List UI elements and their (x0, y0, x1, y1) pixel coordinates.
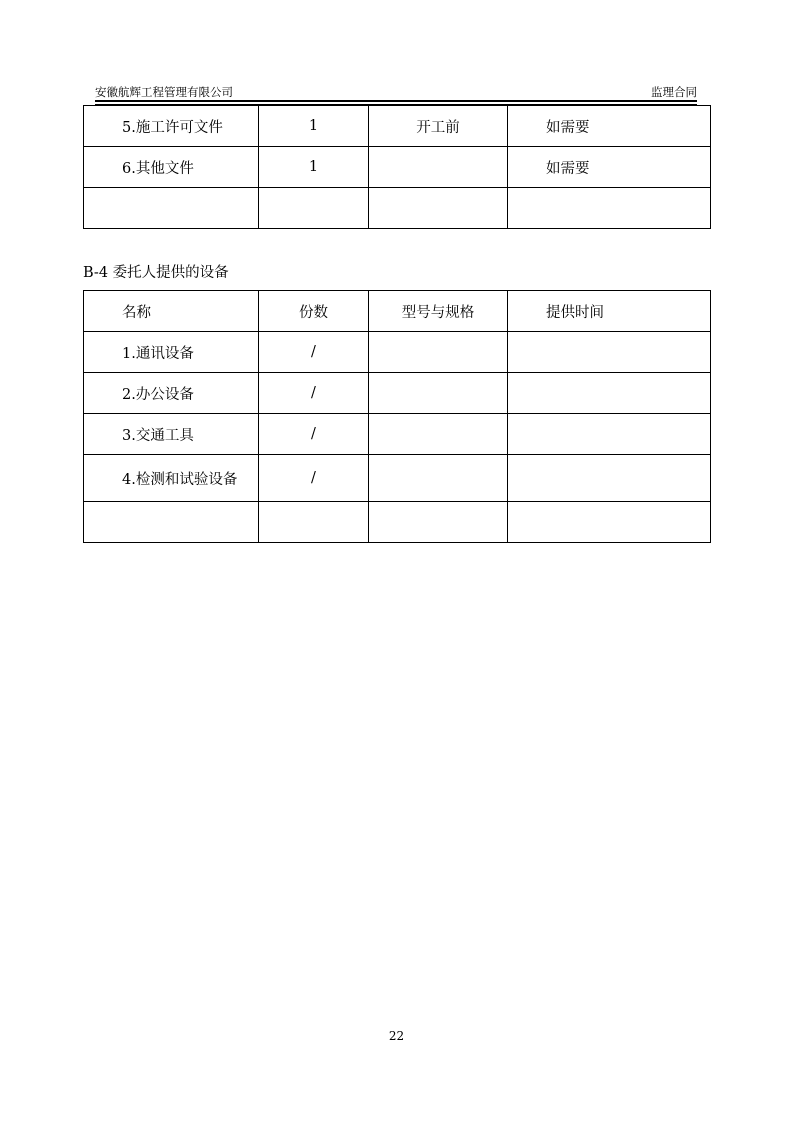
table-row (84, 502, 711, 543)
column-header-copies: 份数 (259, 291, 369, 332)
table-row (84, 147, 711, 188)
cell-copies: / (259, 455, 369, 502)
page-number: 22 (388, 1029, 405, 1043)
cell-time (508, 502, 711, 543)
equipment-table (83, 290, 711, 543)
cell-time (508, 188, 711, 229)
cell-spec (369, 188, 508, 229)
header-rule-thick (95, 100, 697, 102)
document-list-table (83, 105, 711, 229)
cell-time (508, 455, 711, 502)
table-row (84, 414, 711, 455)
cell-copies: / (259, 373, 369, 414)
cell-name: 2.办公设备 (84, 373, 259, 414)
cell-time (508, 373, 711, 414)
cell-copies: / (259, 414, 369, 455)
cell-spec (369, 332, 508, 373)
cell-copies (259, 502, 369, 543)
cell-copies: 1 (259, 147, 369, 188)
table-row (84, 455, 711, 502)
cell-time: 如需要 (508, 147, 711, 188)
column-header-time: 提供时间 (508, 291, 711, 332)
cell-spec (369, 373, 508, 414)
cell-spec (369, 502, 508, 543)
column-header-name: 名称 (84, 291, 259, 332)
cell-time (508, 414, 711, 455)
cell-name: 3.交通工具 (84, 414, 259, 455)
cell-name (84, 188, 259, 229)
cell-spec (369, 414, 508, 455)
column-header-spec: 型号与规格 (369, 291, 508, 332)
cell-name: 5.施工许可文件 (84, 106, 259, 147)
cell-spec: 开工前 (369, 106, 508, 147)
table-row (84, 188, 711, 229)
cell-name: 6.其他文件 (84, 147, 259, 188)
header-company-name: 安徽航辉工程管理有限公司 (95, 85, 233, 99)
cell-copies: 1 (259, 106, 369, 147)
header-document-type: 监理合同 (651, 85, 697, 99)
page-header (95, 84, 697, 100)
table-row (84, 373, 711, 414)
cell-copies: / (259, 332, 369, 373)
cell-name (84, 502, 259, 543)
cell-spec (369, 455, 508, 502)
cell-time: 如需要 (508, 106, 711, 147)
table-row (84, 106, 711, 147)
table-row (84, 332, 711, 373)
cell-name: 4.检测和试验设备 (84, 455, 259, 502)
cell-spec (369, 147, 508, 188)
section-title-b4: B-4 委托人提供的设备 (83, 265, 229, 281)
table-header-row (84, 291, 711, 332)
cell-copies (259, 188, 369, 229)
cell-time (508, 332, 711, 373)
cell-name: 1.通讯设备 (84, 332, 259, 373)
